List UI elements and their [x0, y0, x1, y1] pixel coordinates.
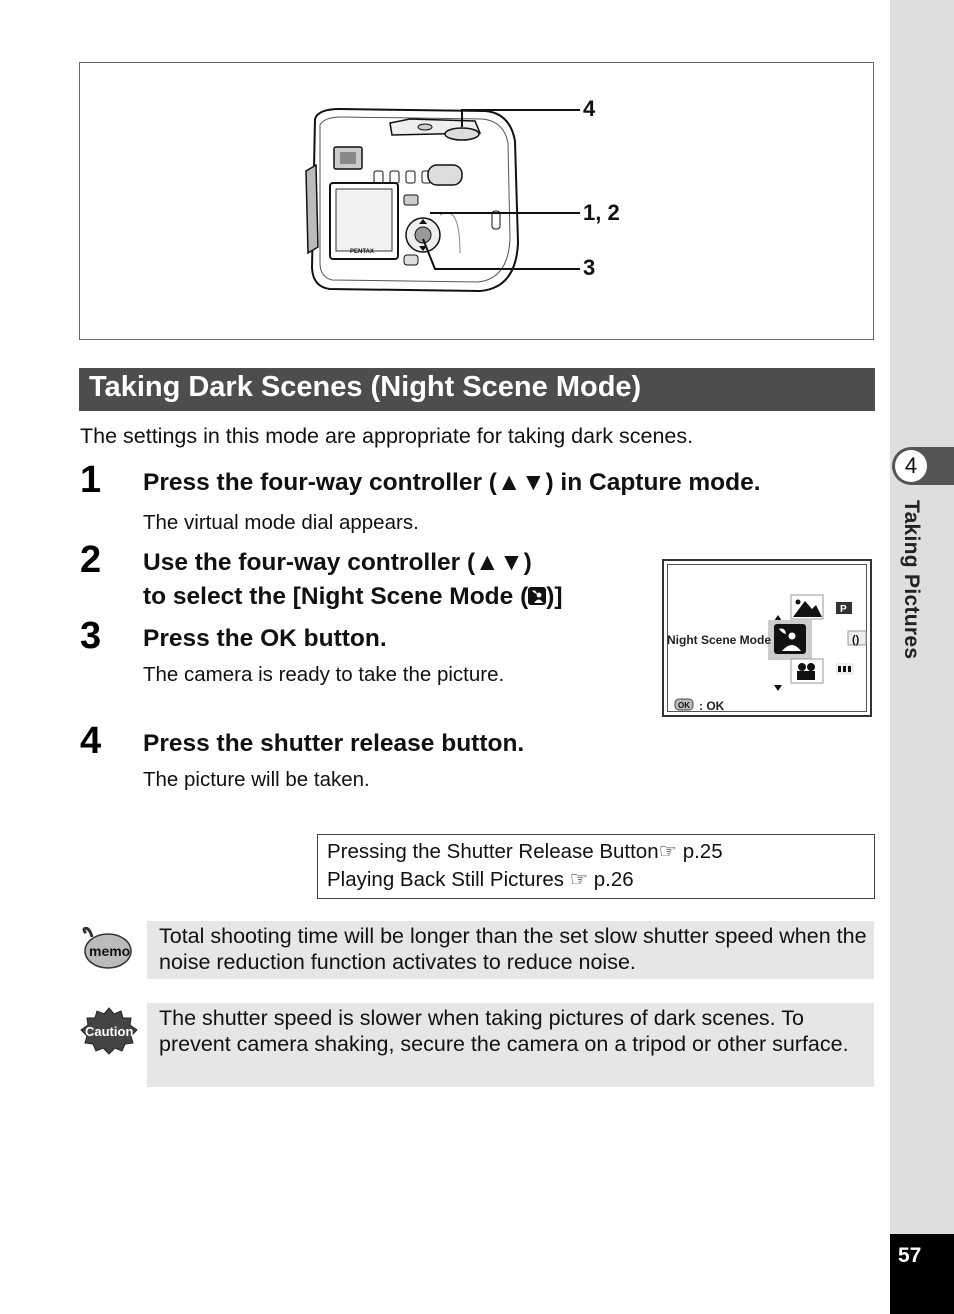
svg-text:memo: memo: [89, 943, 131, 959]
chapter-number: 4: [895, 450, 927, 482]
step-1-title: Press the four-way controller (▲▼) in Capture mode.: [143, 469, 761, 496]
step-2-title-text: to select the [Night Scene Mode (: [143, 583, 529, 610]
page-reference-icon: ☞: [569, 868, 589, 891]
step-1-number: 1: [80, 459, 102, 501]
callout-four-way: 1, 2: [583, 200, 620, 225]
ok-key-label: OK: [678, 701, 690, 710]
chapter-title: Taking Pictures: [900, 500, 923, 660]
reference-box: [317, 834, 875, 899]
camera-illustration: [80, 63, 875, 341]
night-scene-icon: [528, 582, 546, 602]
svg-text:Caution: Caution: [85, 1024, 134, 1039]
reference-item[interactable]: Pressing the Shutter Release Button☞ p.25: [327, 840, 723, 863]
memo-note: Total shooting time will be longer than the set slow shutter speed when the noise reduction function activates to reduce noise.: [147, 921, 874, 979]
lcd-mode-label: Night Scene Mode: [667, 633, 772, 647]
step-3-number: 3: [80, 615, 102, 657]
step-3-desc: The camera is ready to take the picture.: [143, 663, 505, 686]
callout-shutter: 4: [583, 96, 596, 121]
camera-brand-label: PENTAX: [350, 249, 374, 255]
step-2-title-end: )]: [546, 583, 563, 610]
lcd-mode-dial-screen: [662, 559, 872, 717]
step-1-desc: The virtual mode dial appears.: [143, 511, 419, 534]
caution-note: The shutter speed is slower when taking pictures of dark scenes. To prevent camera shaking, secure the camera on a tripod or other surface.: [147, 1003, 874, 1087]
step-4-desc: The picture will be taken.: [143, 768, 370, 791]
step-4-title: Press the shutter release button.: [143, 730, 525, 757]
step-2-title-line2: [143, 580, 563, 614]
step-4-number: 4: [80, 720, 102, 762]
step-2-title-line1: Use the four-way controller (▲▼): [143, 549, 532, 576]
callout-ok: 3: [583, 255, 596, 280]
section-heading: Taking Dark Scenes (Night Scene Mode): [79, 368, 875, 411]
svg-text:(): (): [852, 634, 860, 646]
memo-icon: [80, 927, 132, 976]
page-number: 57: [890, 1234, 954, 1314]
svg-text:P: P: [840, 604, 847, 615]
down-arrow-icon: [774, 685, 782, 691]
lcd-ok-label: : OK: [699, 699, 725, 713]
intro-text: The settings in this mode are appropriate for taking dark scenes.: [80, 424, 694, 448]
reference-item[interactable]: Playing Back Still Pictures ☞ p.26: [327, 868, 634, 891]
page-reference-icon: ☞: [658, 840, 678, 863]
camera-figure: [79, 62, 874, 340]
step-2-number: 2: [80, 539, 102, 581]
caution-icon: [80, 1006, 138, 1061]
step-3-title: Press the OK button.: [143, 625, 387, 652]
